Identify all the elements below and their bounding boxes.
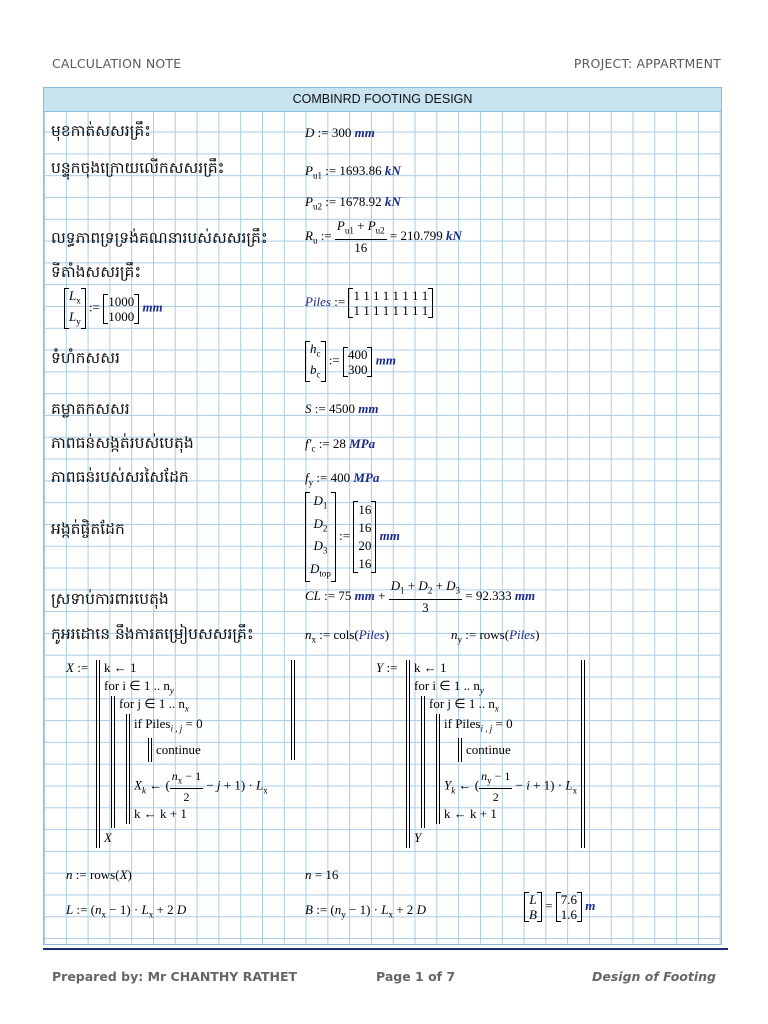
eq-diameters: $D_1$ $D_2$ $D_3$ $D_{top}$ := 16 16 20 16 mm bbox=[305, 492, 400, 582]
program-Y: Y := k ← 1 for i ∈ 1 .. $n_y$ for j ∈ 1 .. $n_x$ if Piles$_{i , j}$ = 0 continue $Y_k$ ← ( $\frac{n_y - 1}{2}$ − $i + 1) \cdot L_x$ k ← k + 1 Y bbox=[376, 660, 606, 850]
label-cover: ស្រទាប់ការពារបេតុង bbox=[51, 590, 169, 608]
footer-rule bbox=[43, 948, 728, 950]
eq-B: B := $(n_y - 1) \cdot L_x + 2$ D bbox=[305, 902, 426, 920]
label-concrete-strength: ភាពធន់សង្កត់របស់បេតុង bbox=[51, 434, 194, 452]
footer-doc-title: Design of Footing bbox=[591, 969, 716, 984]
eq-hc-bc: $h_c$ $b_c$ := 400 300 mm bbox=[305, 341, 396, 382]
eq-L: L := $(n_x - 1) \cdot L_x + 2$ D bbox=[66, 902, 187, 920]
footer-page-number: Page 1 of 7 bbox=[376, 969, 456, 984]
eq-L-B-result: L B = 7.6 1.6 m bbox=[524, 892, 595, 922]
eq-n-rows: n := rows(X) bbox=[66, 867, 132, 882]
eq-D: D := 300 mm bbox=[305, 125, 375, 140]
footer-prepared-by: Prepared by: Mr CHANTHY RATHET bbox=[52, 969, 298, 984]
calculation-sheet bbox=[43, 87, 722, 945]
eq-fc: $f'_c$ := 28 MPa bbox=[305, 436, 376, 454]
eq-n-value: n = 16 bbox=[305, 867, 339, 882]
header-left: CALCULATION NOTE bbox=[52, 56, 182, 71]
label-pile-position: ទីតាំងសសរគ្រឹះ bbox=[51, 263, 142, 281]
eq-Pu2: $P_{u2}$ := 1678.92 kN bbox=[305, 194, 401, 212]
eq-CL: CL := 75 mm + $\frac{D_1 + D_2 + D_3}{3}$ = 92.333 mm bbox=[305, 578, 536, 615]
label-steel-strength: ភាពធន់របស់សរសៃដែក bbox=[51, 468, 189, 486]
label-ultimate-load: បន្ទុកចុងក្រោយលើកសសរគ្រឹះ bbox=[51, 159, 225, 177]
label-pile-capacity: លទ្ធភាពទ្រទ្រង់គណនារបស់សសរគ្រឹះ bbox=[51, 229, 268, 247]
eq-S: S := 4500 mm bbox=[305, 401, 379, 416]
program-X: X := k ← 1 for i ∈ 1 .. $n_y$ for j ∈ 1 .. $n_x$ if Piles$_{i , j}$ = 0 continue $X_k$ ← ( $\frac{n_x - 1}{2}$ − $j + 1) \cdot L_x$ k ← k + 1 X bbox=[66, 660, 296, 850]
eq-Ru: $R_u$ := $\frac{P_{u1} + P_{u2}}{16}$ = 210.799 kN bbox=[305, 218, 462, 255]
eq-Lx-Ly: $L_x$ $L_y$ := 1000 1000 mm bbox=[64, 288, 163, 329]
label-column-spacing: គម្លាតកសសរ bbox=[51, 400, 130, 418]
eq-fy: $f_y$ := 400 MPa bbox=[305, 470, 380, 488]
eq-Pu1: $P_{u1}$ := 1693.86 kN bbox=[305, 163, 401, 181]
label-column-size: ទំហំកសសរ bbox=[51, 349, 120, 367]
eq-nx: $n_x$ := cols(Piles) bbox=[305, 627, 390, 645]
sheet-title: COMBINRD FOOTING DESIGN bbox=[44, 88, 721, 112]
header-right: PROJECT: APPARTMENT bbox=[573, 56, 721, 71]
label-column-section: មុខកាត់សសរគ្រឹះ bbox=[51, 122, 151, 140]
eq-piles-matrix: Piles := 1 1 1 1 1 1 1 1 1 1 1 1 1 1 1 1 bbox=[305, 288, 433, 318]
label-pile-arrangement: កូអរដោនេ នឹងការតម្រៀបសសរគ្រឹះ bbox=[51, 625, 254, 643]
eq-ny: $n_y$ := rows(Piles) bbox=[451, 627, 540, 645]
label-bar-diameter: អង្កត់ផ្ចិតដែក bbox=[51, 520, 125, 538]
